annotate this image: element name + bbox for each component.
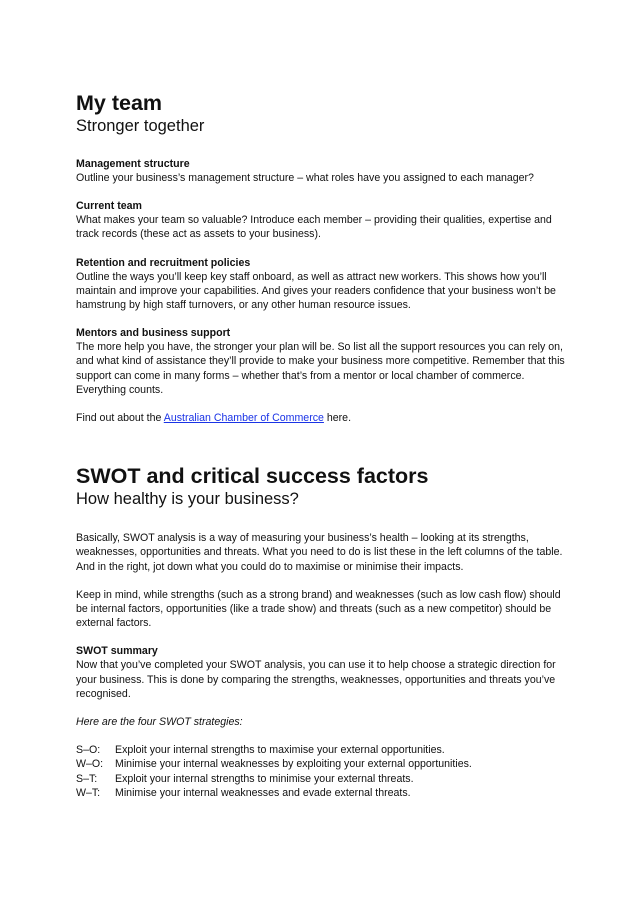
page-content [76,90,566,800]
section-subtitle: Stronger together [76,117,205,135]
strategy-item [76,743,566,757]
block-text: What makes your team so valuable? Introduce each member – providing their qualities, expertise and track records (these act as assets to your business). [76,214,552,241]
block-text: Outline your business’s management structure – what roles have you assigned to each manager? [76,172,534,184]
find-out-line [76,411,566,425]
swot-summary-heading: SWOT summary [76,645,158,658]
section-title: SWOT and critical success factors [76,464,429,489]
block-text: Outline the ways you’ll keep key staff onboard, as well as attract new workers. This shows how you’ll maintain and improve your capabilities. And gives your readers confidence that your business won’t be hamstrung by high staff turnovers, or any other human resource issues. [76,270,556,312]
strategy-code: S–T: [76,772,98,785]
section-title: My team [76,91,163,115]
strategy-text: Minimise your internal weaknesses and evade external threats. [115,786,411,799]
block-text: The more help you have, the stronger your plan will be. So list all the support resources you can rely on, and what kind of assistance they’ll provide to make your business more competitive. Remember that this support can come in many forms – whether that’s from a mentor or local chamber of commerce. Everything counts. [76,341,565,396]
section-my-team [76,90,566,425]
block-heading: Management structure [76,158,190,170]
strategy-code: W–T: [76,786,101,799]
section-subtitle: How healthy is your business? [76,490,299,509]
strategy-text: Minimise your internal weaknesses by exploiting your external opportunities. [115,758,472,771]
strategy-text: Exploit your internal strengths to minimise your external threats. [115,772,414,785]
block-heading: Mentors and business support [76,327,231,340]
strategy-code: W–O: [76,758,104,771]
strategies-intro: Here are the four SWOT strategies: [76,716,243,729]
strategy-text: Exploit your internal strengths to maximise your external opportunities. [115,744,445,757]
swot-intro-paragraph: Basically, SWOT analysis is a way of measuring your business’s health – looking at its strengths, weaknesses, opportunities and threats. What you need to do is list these in the left columns of the table. And in the right, jot down what you could do to maximise or minimise their impacts. [76,532,563,573]
block-heading: Current team [76,200,142,213]
strategy-item [76,772,566,786]
find-out-prefix: Find out about the [76,412,164,425]
strategy-item [76,786,566,800]
block-heading: Retention and recruitment policies [76,256,251,269]
strategy-item [76,757,566,771]
strategies-list [76,743,566,800]
find-out-suffix: here. [323,412,352,425]
swot-factors-paragraph: Keep in mind, while strengths (such as a strong brand) and weaknesses (such as low cash flow) should be internal factors, opportunities (like a trade show) and threats (such as a new competitor) should be external factors. [76,588,561,630]
chamber-of-commerce-link[interactable]: Australian Chamber of Commerce [163,412,324,425]
swot-summary-text: Now that you’ve completed your SWOT analysis, you can use it to help choose a strategic direction for your business. This is done by comparing the strengths, weaknesses, opportunities and threats you’ve recognised. [76,659,556,700]
section-swot [76,463,566,800]
strategy-code: S–O: [76,744,101,757]
